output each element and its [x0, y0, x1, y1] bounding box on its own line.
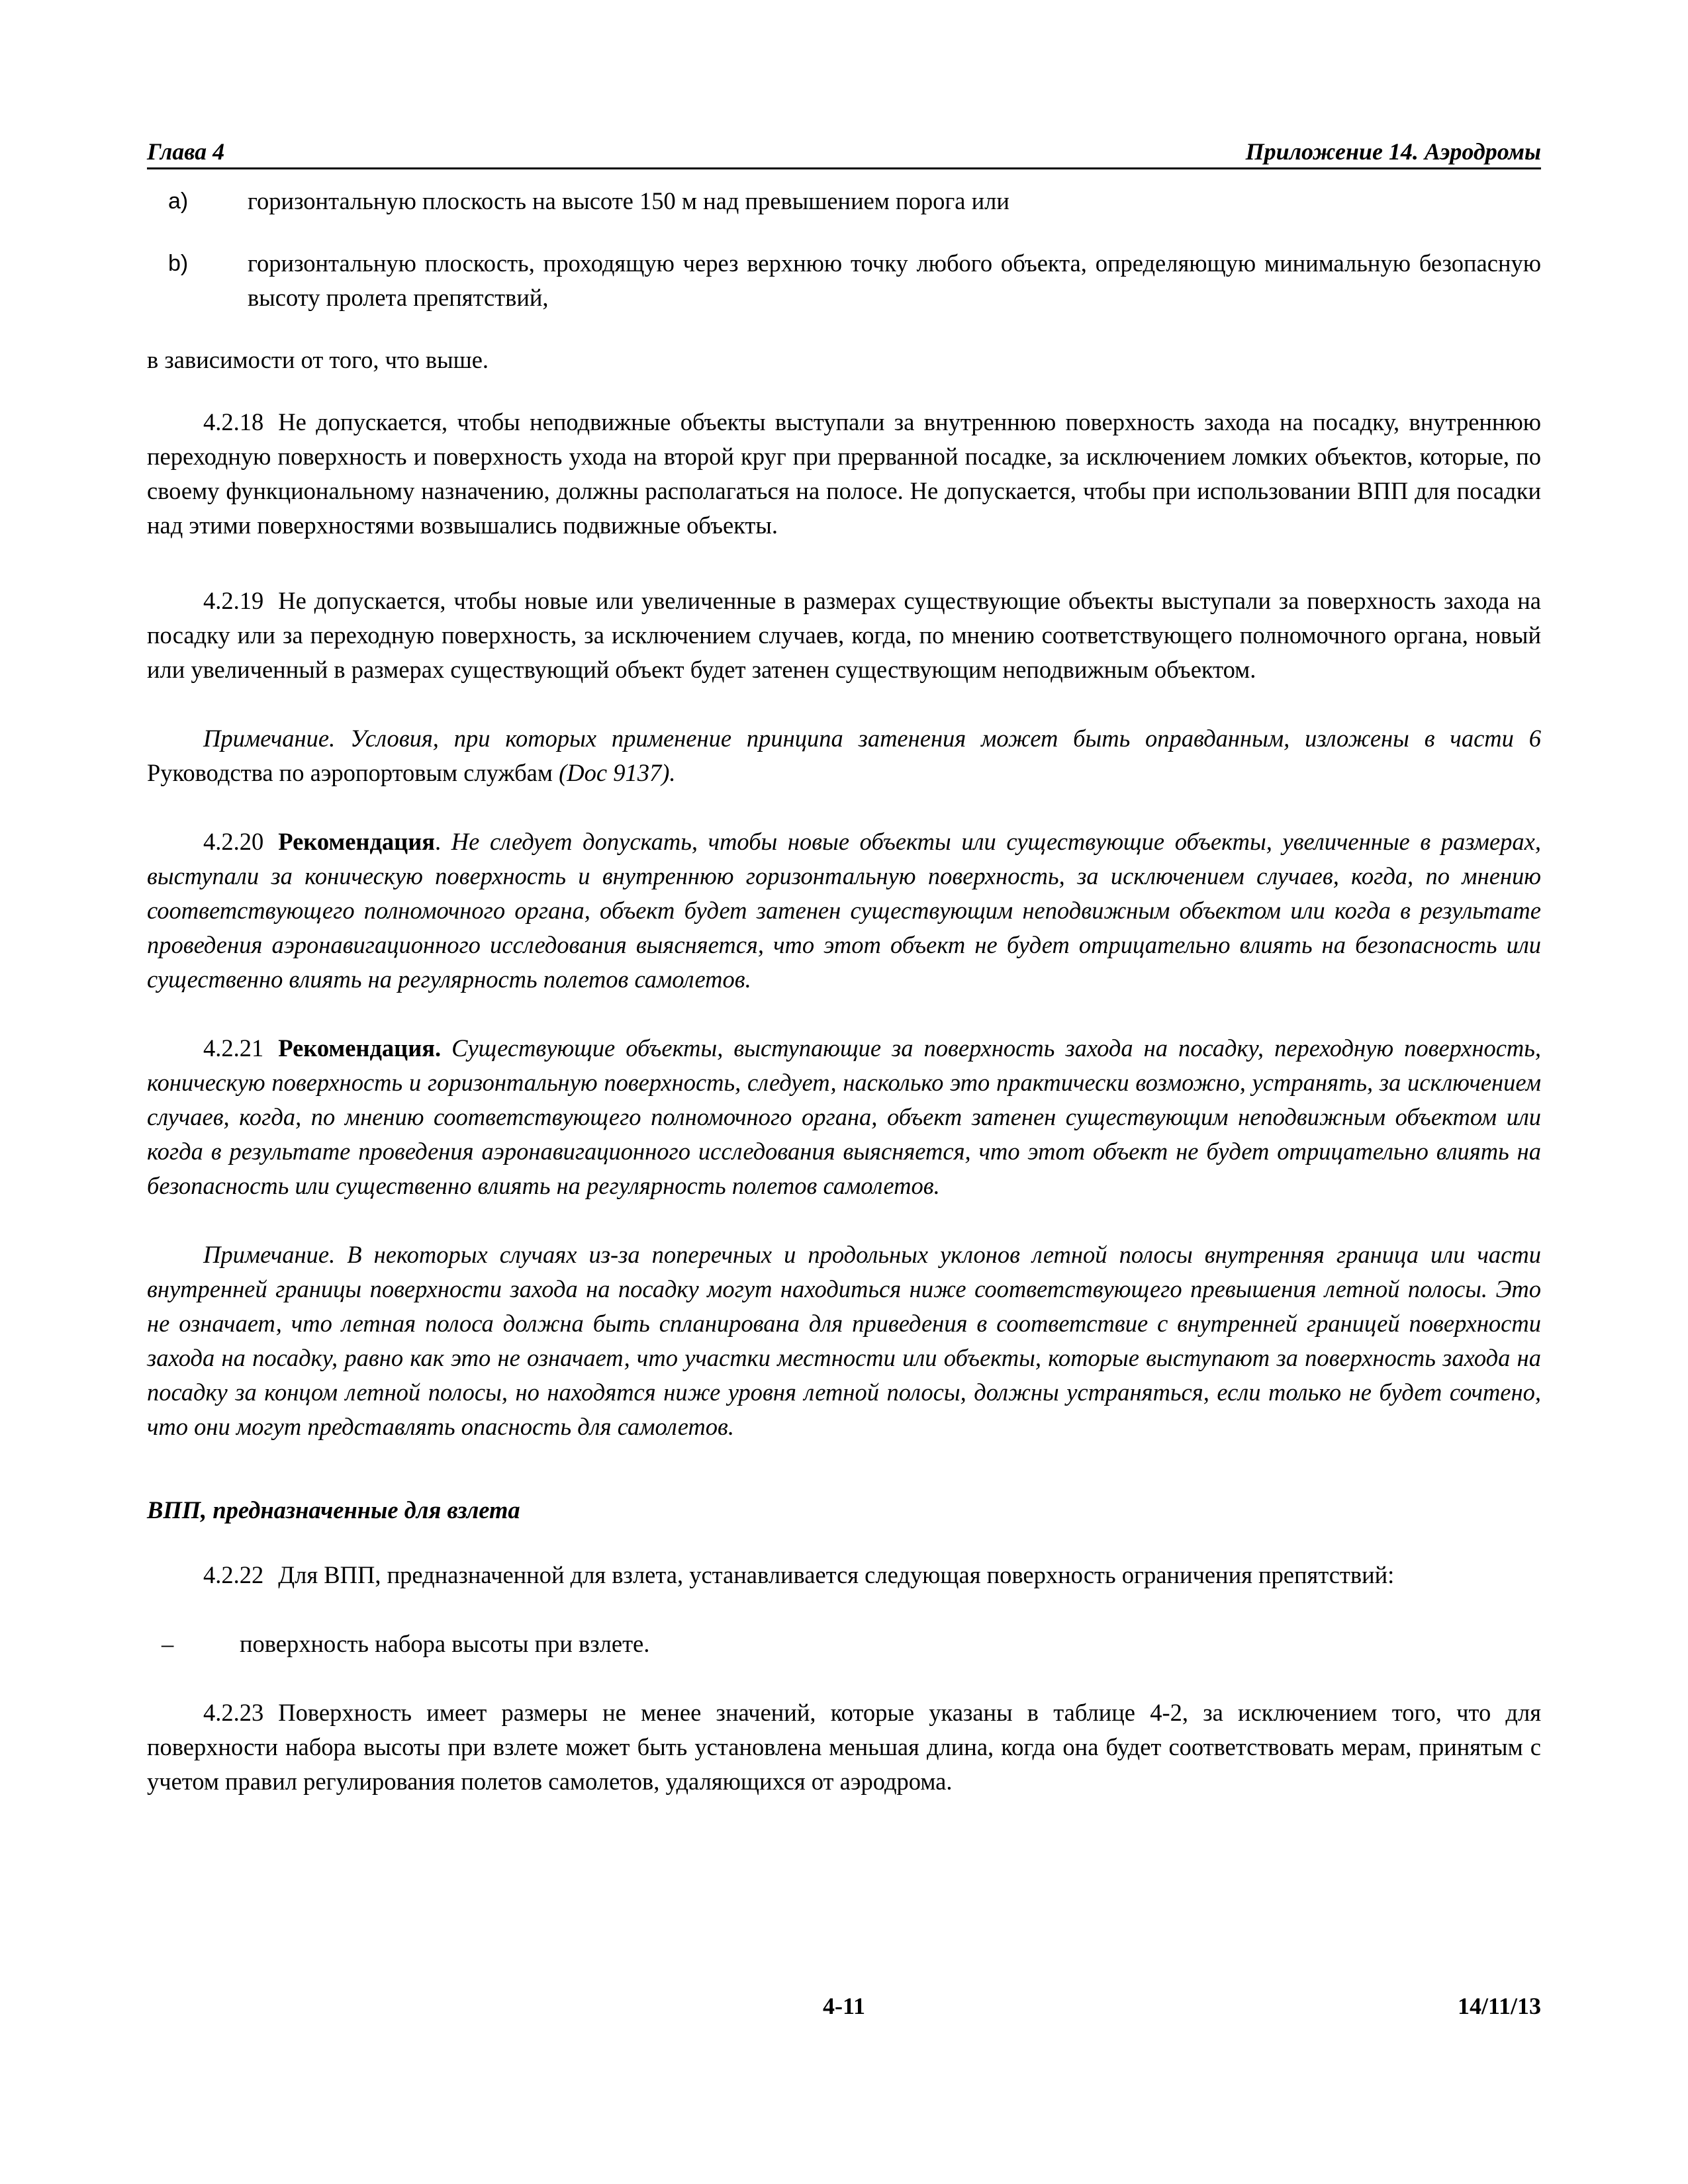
- paragraph-4-2-21: [147, 1031, 1541, 1203]
- recommendation-punct: .: [434, 828, 442, 855]
- page-footer: [147, 1989, 1541, 2028]
- dash-bullet: –: [162, 1630, 174, 1657]
- list-item-a: [147, 184, 1541, 218]
- paragraph-text: Для ВПП, предназначенной для взлета, устанавливается следующая поверхность ограничения препятствий:: [278, 1561, 1395, 1588]
- note-shading: [147, 721, 1541, 790]
- paragraph-number: 4.2.21: [203, 1034, 264, 1062]
- paragraph-4-2-18: [147, 405, 1541, 543]
- running-header: [147, 129, 1541, 169]
- note-strip-slopes: Примечание. В некоторых случаях из-за поперечных и продольных уклонов летной полосы внутренняя граница или части внутренней границы поверхности захода на посадку могут находиться ниже соответствующего превышения летной полосы. Это не означает, что летная полоса должна быть спланирована для приведения в соответствие с внутренней границей поверхности захода на посадку, равно как это не означает, что участки местности или объекты, которые выступают за поверхность захода на посадку за концом летной полосы, но находятся ниже уровня летной полосы, должны устраняться, если только не будет сочтено, что они могут представлять опасность для самолетов.: [147, 1241, 1541, 1440]
- page-number: 4-11: [822, 1993, 865, 2019]
- dash-item-text: поверхность набора высоты при взлете.: [240, 1630, 650, 1657]
- paragraph-4-2-22: [147, 1558, 1541, 1592]
- paragraph-text: Поверхность имеет размеры не менее значений, которые указаны в таблице 4-2, за исключением того, что для поверхности набора высоты при взлете может быть установлена меньшая длина, когда она будет соответствовать мерам, принятым с учетом правил регулирования полетов самолетов, удаляющихся от аэродрома.: [147, 1699, 1541, 1795]
- list-conclusion: в зависимости от того, что выше.: [147, 346, 489, 373]
- list-label-a: a): [168, 189, 189, 214]
- section-heading: ВПП, предназначенные для взлета: [147, 1496, 520, 1524]
- revision-date: 14/11/13: [1457, 1993, 1541, 2019]
- document-page: [147, 129, 1541, 2121]
- dash-list-item: [147, 1627, 1541, 1661]
- annex-title: Приложение 14. Аэродромы: [1245, 138, 1541, 165]
- paragraph-number: 4.2.22: [203, 1561, 264, 1588]
- note-reference-doc: (Doc 9137).: [559, 759, 676, 786]
- list-label-b: b): [168, 251, 189, 276]
- paragraph-4-2-20: [147, 825, 1541, 997]
- paragraph-text: Не допускается, чтобы новые или увеличенные в размерах существующие объекты выступали за поверхность захода на посадку или за переходную поверхность, за исключением случаев, когда, по мнению соответствующего полномочного органа, новый или увеличенный в размерах существующий объект будет затенен существующим неподвижным объектом.: [147, 587, 1541, 683]
- paragraph-text: Не допускается, чтобы неподвижные объекты выступали за внутреннюю поверхность захода на посадку, внутреннюю переходную поверхность и поверхность ухода на второй круг при прерванной посадке, за исключением ломких объектов, которые, по своему функциональному назначению, должны располагаться на полосе. Не допускается, чтобы при использовании ВПП для посадки над этими поверхностями возвышались подвижные объекты.: [147, 408, 1541, 539]
- recommendation-text: Не следует допускать, чтобы новые объекты или существующие объекты, увеличенные в размерах, выступали за коническую поверхность и внутреннюю горизонтальную поверхность, за исключением случаев, когда, по мнению соответствующего полномочного органа, объект будет затенен существующим неподвижным объектом или когда в результате проведения аэронавигационного исследования выясняется, что этот объект не будет отрицательно влиять на безопасность или существенно влиять на регулярность полетов самолетов.: [147, 828, 1542, 993]
- list-text-a: горизонтальную плоскость на высоте 150 м над превышением порога или: [248, 187, 1009, 214]
- list-item-b: [147, 246, 1541, 315]
- paragraph-4-2-19: [147, 584, 1541, 687]
- recommendation-text: Существующие объекты, выступающие за поверхность захода на посадку, переходную поверхность, коническую поверхность и горизонтальную поверхность, следует, насколько это практически возможно, устранять, за исключением случаев, когда, по мнению соответствующего полномочного органа, объект затенен существующим неподвижным объектом или когда в результате проведения аэронавигационного исследования выясняется, что этот объект не будет отрицательно влиять на безопасность или существенно влиять на регулярность полетов самолетов.: [147, 1034, 1541, 1199]
- paragraph-4-2-23: [147, 1696, 1541, 1799]
- paragraph-number: 4.2.23: [203, 1699, 264, 1726]
- note-reference-title: Руководства по аэропортовым службам: [147, 759, 553, 786]
- recommendation-label: Рекомендация: [278, 828, 435, 855]
- paragraph-number: 4.2.19: [203, 587, 264, 614]
- chapter-label: Глава 4: [147, 138, 225, 165]
- paragraph-number: 4.2.20: [203, 828, 264, 855]
- list-text-b: горизонтальную плоскость, проходящую через верхнюю точку любого объекта, определяющую минимальную безопасную высоту пролета препятствий,: [248, 250, 1541, 311]
- note-text: Примечание. Условия, при которых применение принципа затенения может быть оправданным, изложены в части 6: [203, 725, 1541, 752]
- paragraph-number: 4.2.18: [203, 408, 264, 435]
- recommendation-label: Рекомендация.: [278, 1034, 442, 1062]
